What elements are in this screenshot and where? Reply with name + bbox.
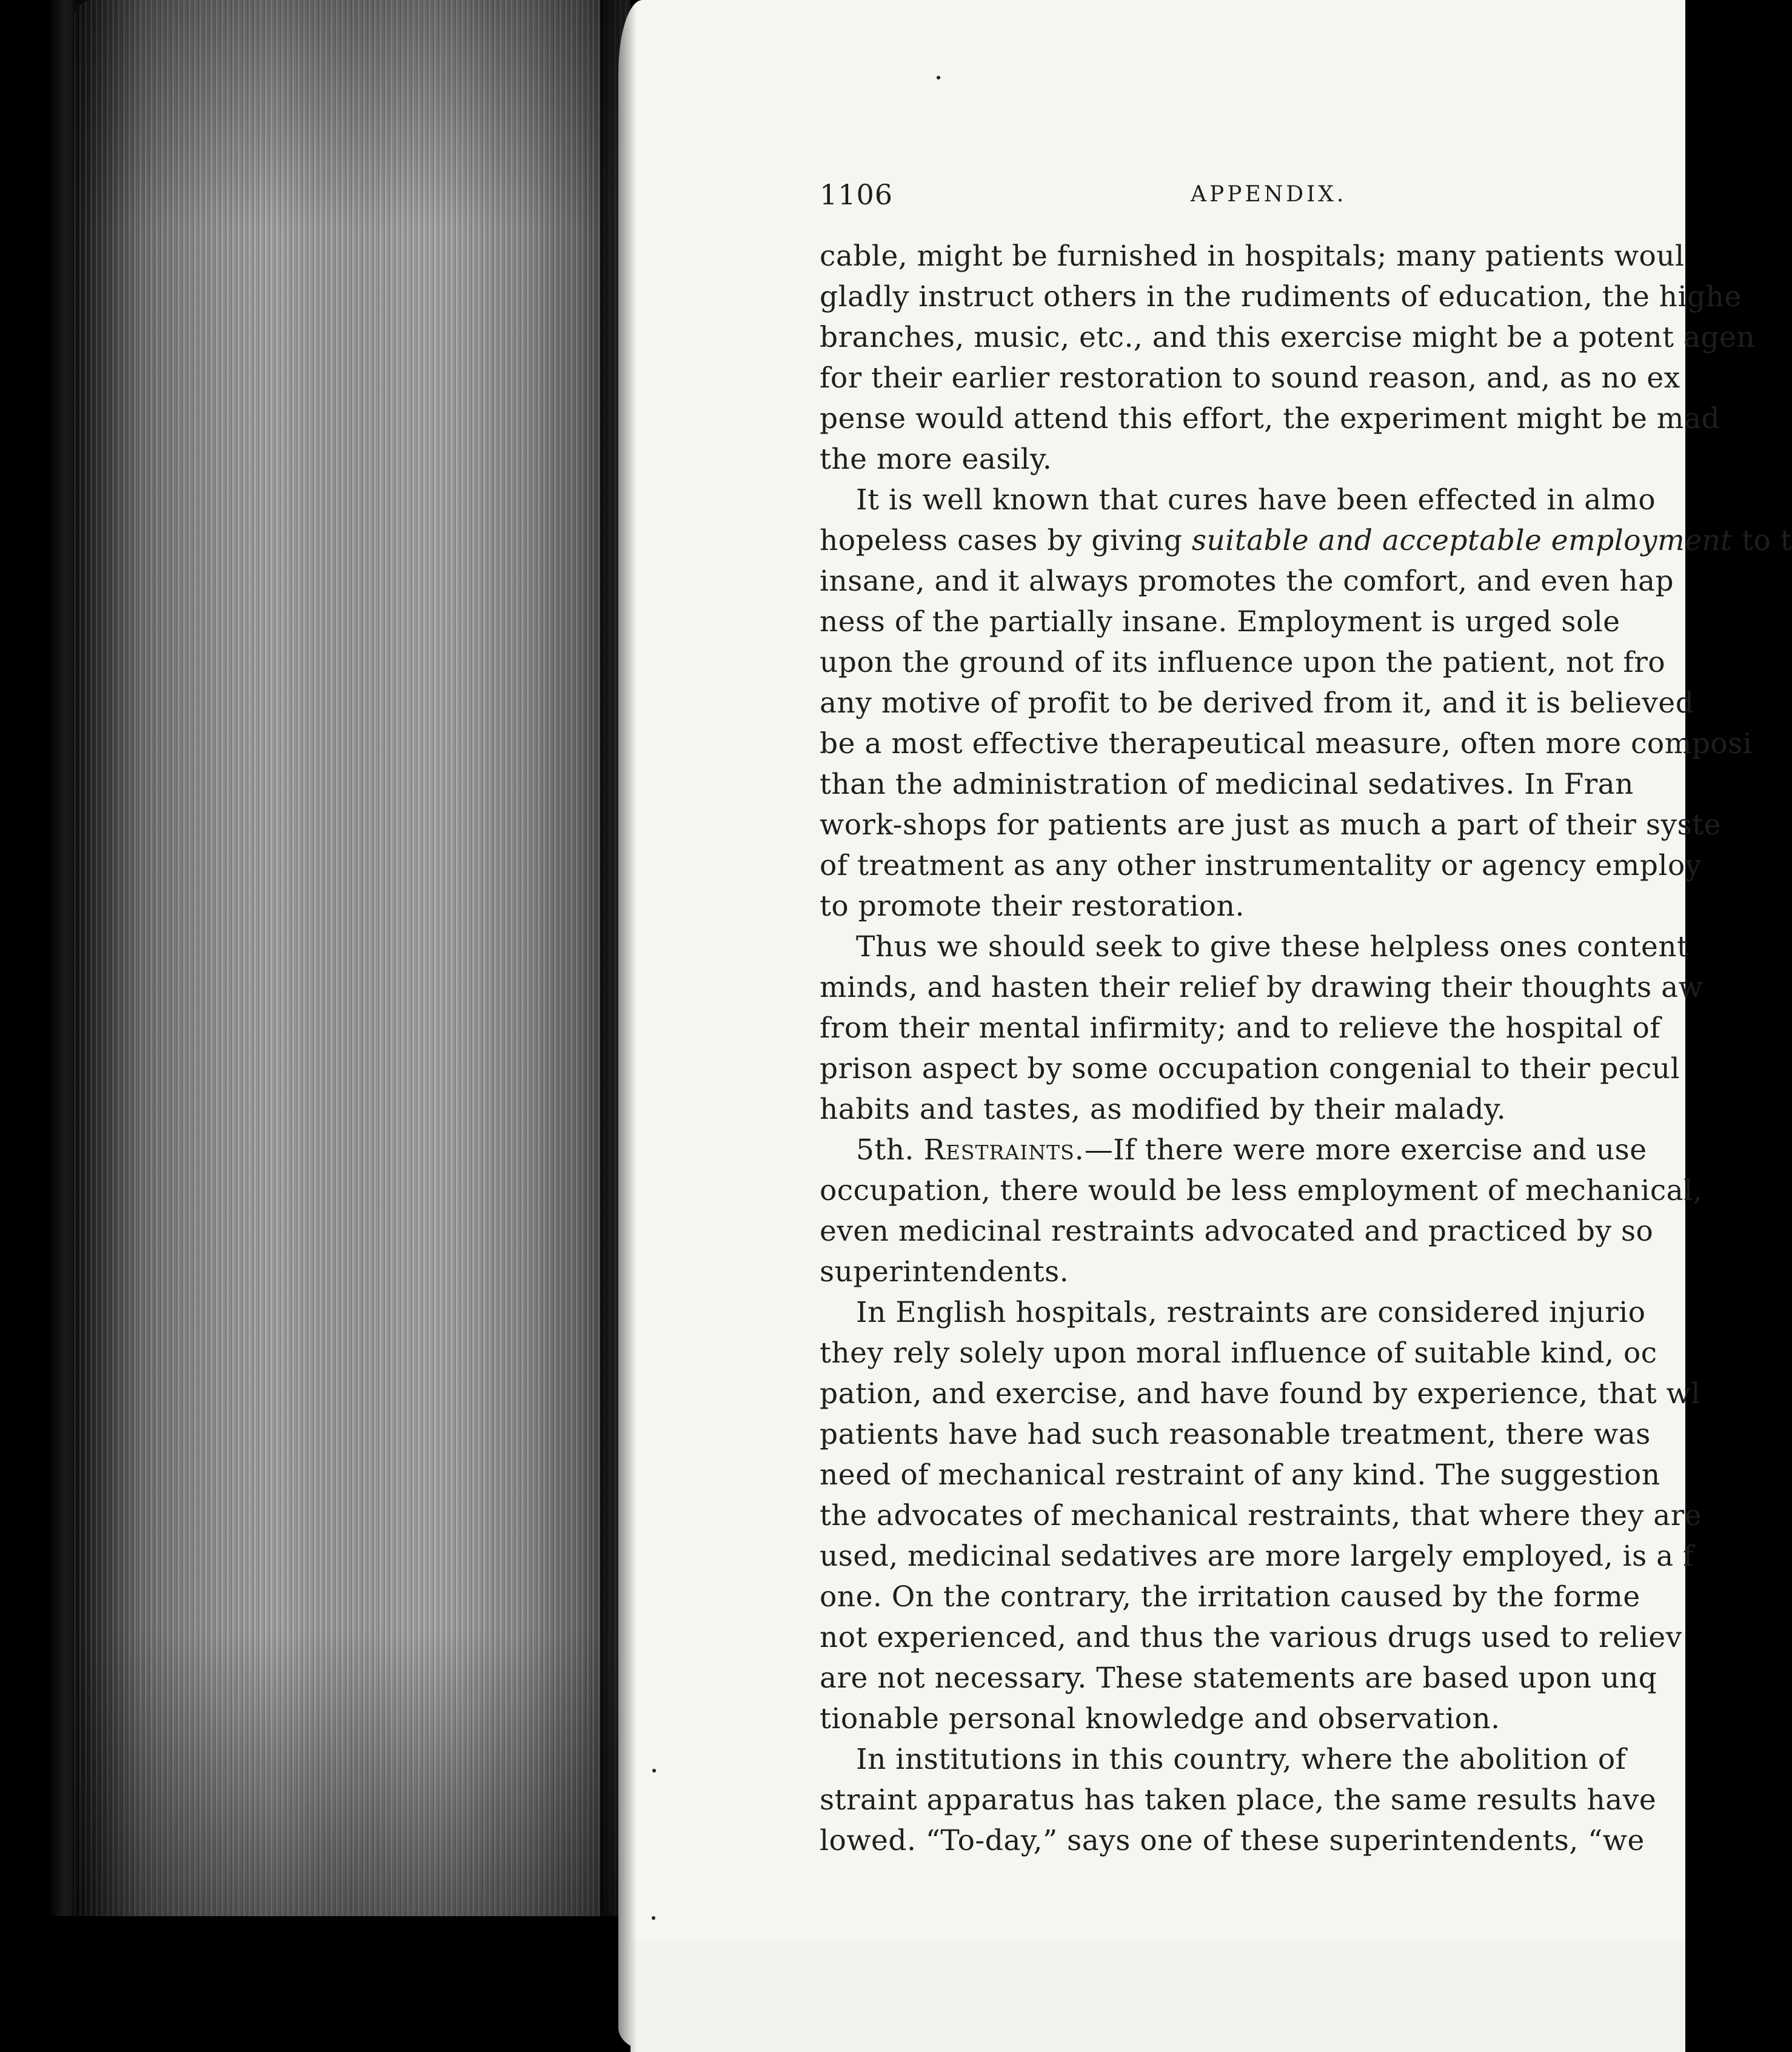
- text-line: cable, might be furnished in hospitals; many patients woul: [820, 240, 1685, 273]
- text-line: prison aspect by some occupation congenial to their pecul: [820, 1052, 1680, 1085]
- paragraph: [820, 236, 1790, 480]
- running-title: APPENDIX.: [1191, 182, 1347, 207]
- ink-speck: [652, 1769, 656, 1772]
- body-text: [820, 236, 1790, 1861]
- text-line: 5th. Restraints.—If there were more exercise and use: [856, 1133, 1647, 1167]
- paragraph: [820, 1739, 1790, 1861]
- section-heading: Restraints.: [923, 1133, 1085, 1167]
- text-line: lowed. “To-day,” says one of these superintendents, “we: [820, 1824, 1645, 1857]
- text-line: hopeless cases by giving suitable and acceptable employment to t: [820, 524, 1792, 557]
- text-line: for their earlier restoration to sound reason, and, as no ex: [820, 361, 1680, 395]
- text-line: tionable personal knowledge and observation.: [820, 1702, 1500, 1735]
- text-line: the advocates of mechanical restraints, that where they are: [820, 1499, 1702, 1532]
- text-line: they rely solely upon moral influence of suitable kind, oc: [820, 1336, 1657, 1370]
- text-line: insane, and it always promotes the comfort, and even hap: [820, 565, 1674, 598]
- running-head: [820, 172, 1790, 218]
- paragraph-restraints: [820, 1130, 1790, 1292]
- gutter-shadow: [600, 0, 637, 2052]
- text-line: even medicinal restraints advocated and practiced by so: [820, 1215, 1654, 1248]
- text-line: than the administration of medicinal sedatives. In Fran: [820, 768, 1634, 801]
- ink-speck: [652, 1916, 655, 1920]
- text-line: pense would attend this effort, the experiment might be mad: [820, 402, 1720, 435]
- book-page-edges: [73, 0, 630, 1916]
- text-line: branches, music, etc., and this exercise might be a potent agen: [820, 321, 1756, 354]
- ink-speck: [937, 76, 940, 79]
- text-line: from their mental infirmity; and to relieve the hospital of: [820, 1011, 1661, 1045]
- text-line: minds, and hasten their relief by drawing their thoughts aw: [820, 971, 1703, 1004]
- text-line: In English hospitals, restraints are considered injurio: [856, 1296, 1646, 1329]
- text-line: It is well known that cures have been effected in almo: [856, 483, 1656, 517]
- text-line: one. On the contrary, the irritation caused by the forme: [820, 1580, 1640, 1614]
- text-line: patients have had such reasonable treatment, there was: [820, 1418, 1651, 1451]
- text-line: not experienced, and thus the various drugs used to reliev: [820, 1621, 1682, 1654]
- text-line: straint apparatus has taken place, the same results have: [820, 1783, 1657, 1817]
- page-content: [820, 172, 1790, 1861]
- page-number: 1106: [820, 178, 894, 211]
- text-line: occupation, there would be less employment of mechanical,: [820, 1174, 1703, 1207]
- text-line: upon the ground of its influence upon the patient, not fro: [820, 646, 1666, 679]
- text-line: the more easily.: [820, 443, 1052, 476]
- text-line: In institutions in this country, where the abolition of: [856, 1743, 1627, 1776]
- text-line: habits and tastes, as modified by their malady.: [820, 1093, 1506, 1126]
- text-line: superintendents.: [820, 1255, 1069, 1289]
- paragraph: [820, 1292, 1790, 1739]
- text-line: any motive of profit to be derived from it, and it is believed: [820, 686, 1694, 720]
- text-line: Thus we should seek to give these helpless ones content: [856, 930, 1689, 964]
- emphasized-text: suitable and acceptable employment: [1191, 524, 1733, 557]
- paragraph: [820, 480, 1790, 927]
- text-line: used, medicinal sedatives are more largely employed, is a f: [820, 1540, 1694, 1573]
- text-line: need of mechanical restraint of any kind. The suggestion: [820, 1458, 1660, 1492]
- text-line: ness of the partially insane. Employment is urged sole: [820, 605, 1620, 639]
- text-line: work-shops for patients are just as much a part of their syste: [820, 808, 1721, 842]
- text-line: be a most effective therapeutical measure, often more composi: [820, 727, 1753, 760]
- text-line: to promote their restoration.: [820, 890, 1245, 923]
- text-line: pation, and exercise, and have found by experience, that wl: [820, 1377, 1700, 1410]
- page-bottom-margin: [630, 1940, 1685, 2052]
- text-line: are not necessary. These statements are based upon unq: [820, 1661, 1657, 1695]
- text-line: of treatment as any other instrumentality or agency employ: [820, 849, 1702, 882]
- text-line: gladly instruct others in the rudiments of education, the highe: [820, 280, 1742, 314]
- paragraph: [820, 927, 1790, 1130]
